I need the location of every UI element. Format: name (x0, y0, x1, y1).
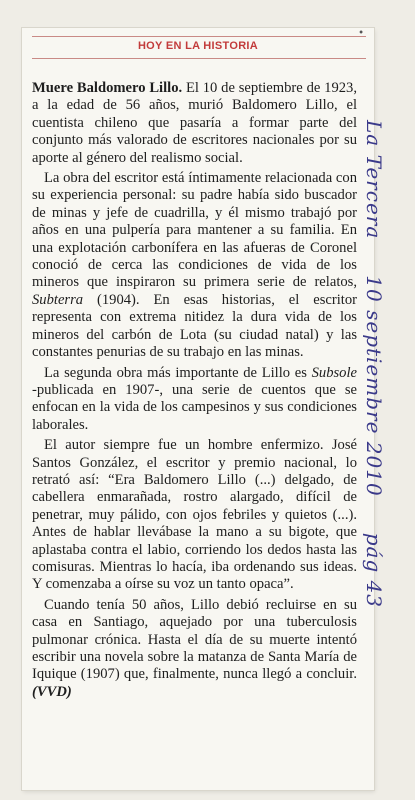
book-title-subsole: Subsole (311, 364, 357, 381)
paragraph-5-text: Cuando tenía 50 años, Lillo debió recluirse en su casa en Santiago, aquejado por una tuberculosis pulmonar crónica. Hasta el día de su muerte intentó escribir una novela sobre la matanza de Santa María de Iquique (1907) que, finalmente, nunca llegó a concluir. (32, 596, 357, 683)
paragraph-4: El autor siempre fue un hombre enfermizo. José Santos González, el escritor y premio nacional, lo retrató así: “Era Baldomero Lillo (...) delgado, de cabellera enmarañada, rostro alargado, difícil de penetrar, muy pálido, con ojos febriles y quietos (...). Antes de hablar llevábase la mano a su bigote, que aplastaba contra el labio, corriendo los dedos hasta las comisuras. Mientras lo hacía, iba ordenando sus ideas. Y comenzaba a oírse su voz un tanto opaca”. (32, 437, 357, 593)
header-rule-top (32, 36, 366, 37)
paragraph-1-text: El 10 de septiembre de 1923, a la edad de 56 años, murió Baldomero Lillo, el cuentista chileno que pasaría a formar parte del conjunto más valorado de escritores nacionales por su aporte al género del realismo social. (32, 80, 357, 166)
header-rule-bottom (32, 58, 366, 59)
paragraph-3-text-a: La segunda obra más importante de Lillo es (44, 364, 312, 381)
article-body (32, 80, 357, 704)
handwritten-page: pág 43 (362, 532, 386, 609)
newspaper-clipping (22, 28, 374, 790)
paragraph-3 (32, 365, 357, 435)
handwritten-source: La Tercera (362, 120, 386, 240)
corner-mark: • (358, 28, 364, 39)
paragraph-3-text-b: -publicada en 1907-, una serie de cuentos que se enfocan en la vida de los campesinos y sus condiciones laborales. (32, 381, 357, 433)
byline: (VVD) (32, 683, 72, 700)
paragraph-1 (32, 80, 357, 167)
book-title-subterra: Subterra (32, 291, 84, 308)
handwritten-annotation (362, 120, 386, 760)
paragraph-5 (32, 597, 357, 701)
paragraph-2 (32, 170, 357, 361)
handwritten-date: 10 septiembre 2010 (362, 275, 386, 497)
lead-heading: Muere Baldomero Lillo. (32, 80, 183, 96)
section-label: HOY EN LA HISTORIA (137, 40, 259, 52)
paragraph-2-text-a: La obra del escritor está íntimamente relacionada con su experiencia personal: su padre había sido buscador de minas y jefe de cuadrilla, y él mismo trabajó por años en una pulpería para mantener a su familia. En una explotación carbonífera en las afueras de Coronel conoció de cerca las condiciones de vida de los mineros que inspiraron su primera serie de relatos, (32, 170, 357, 291)
paragraph-2-text-b: (1904). En esas historias, el escritor representa con extrema nitidez la dura vida de los mineros del carbón de Lota (su ciudad natal) y las constantes penurias de su trabajo en las minas. (32, 291, 357, 361)
